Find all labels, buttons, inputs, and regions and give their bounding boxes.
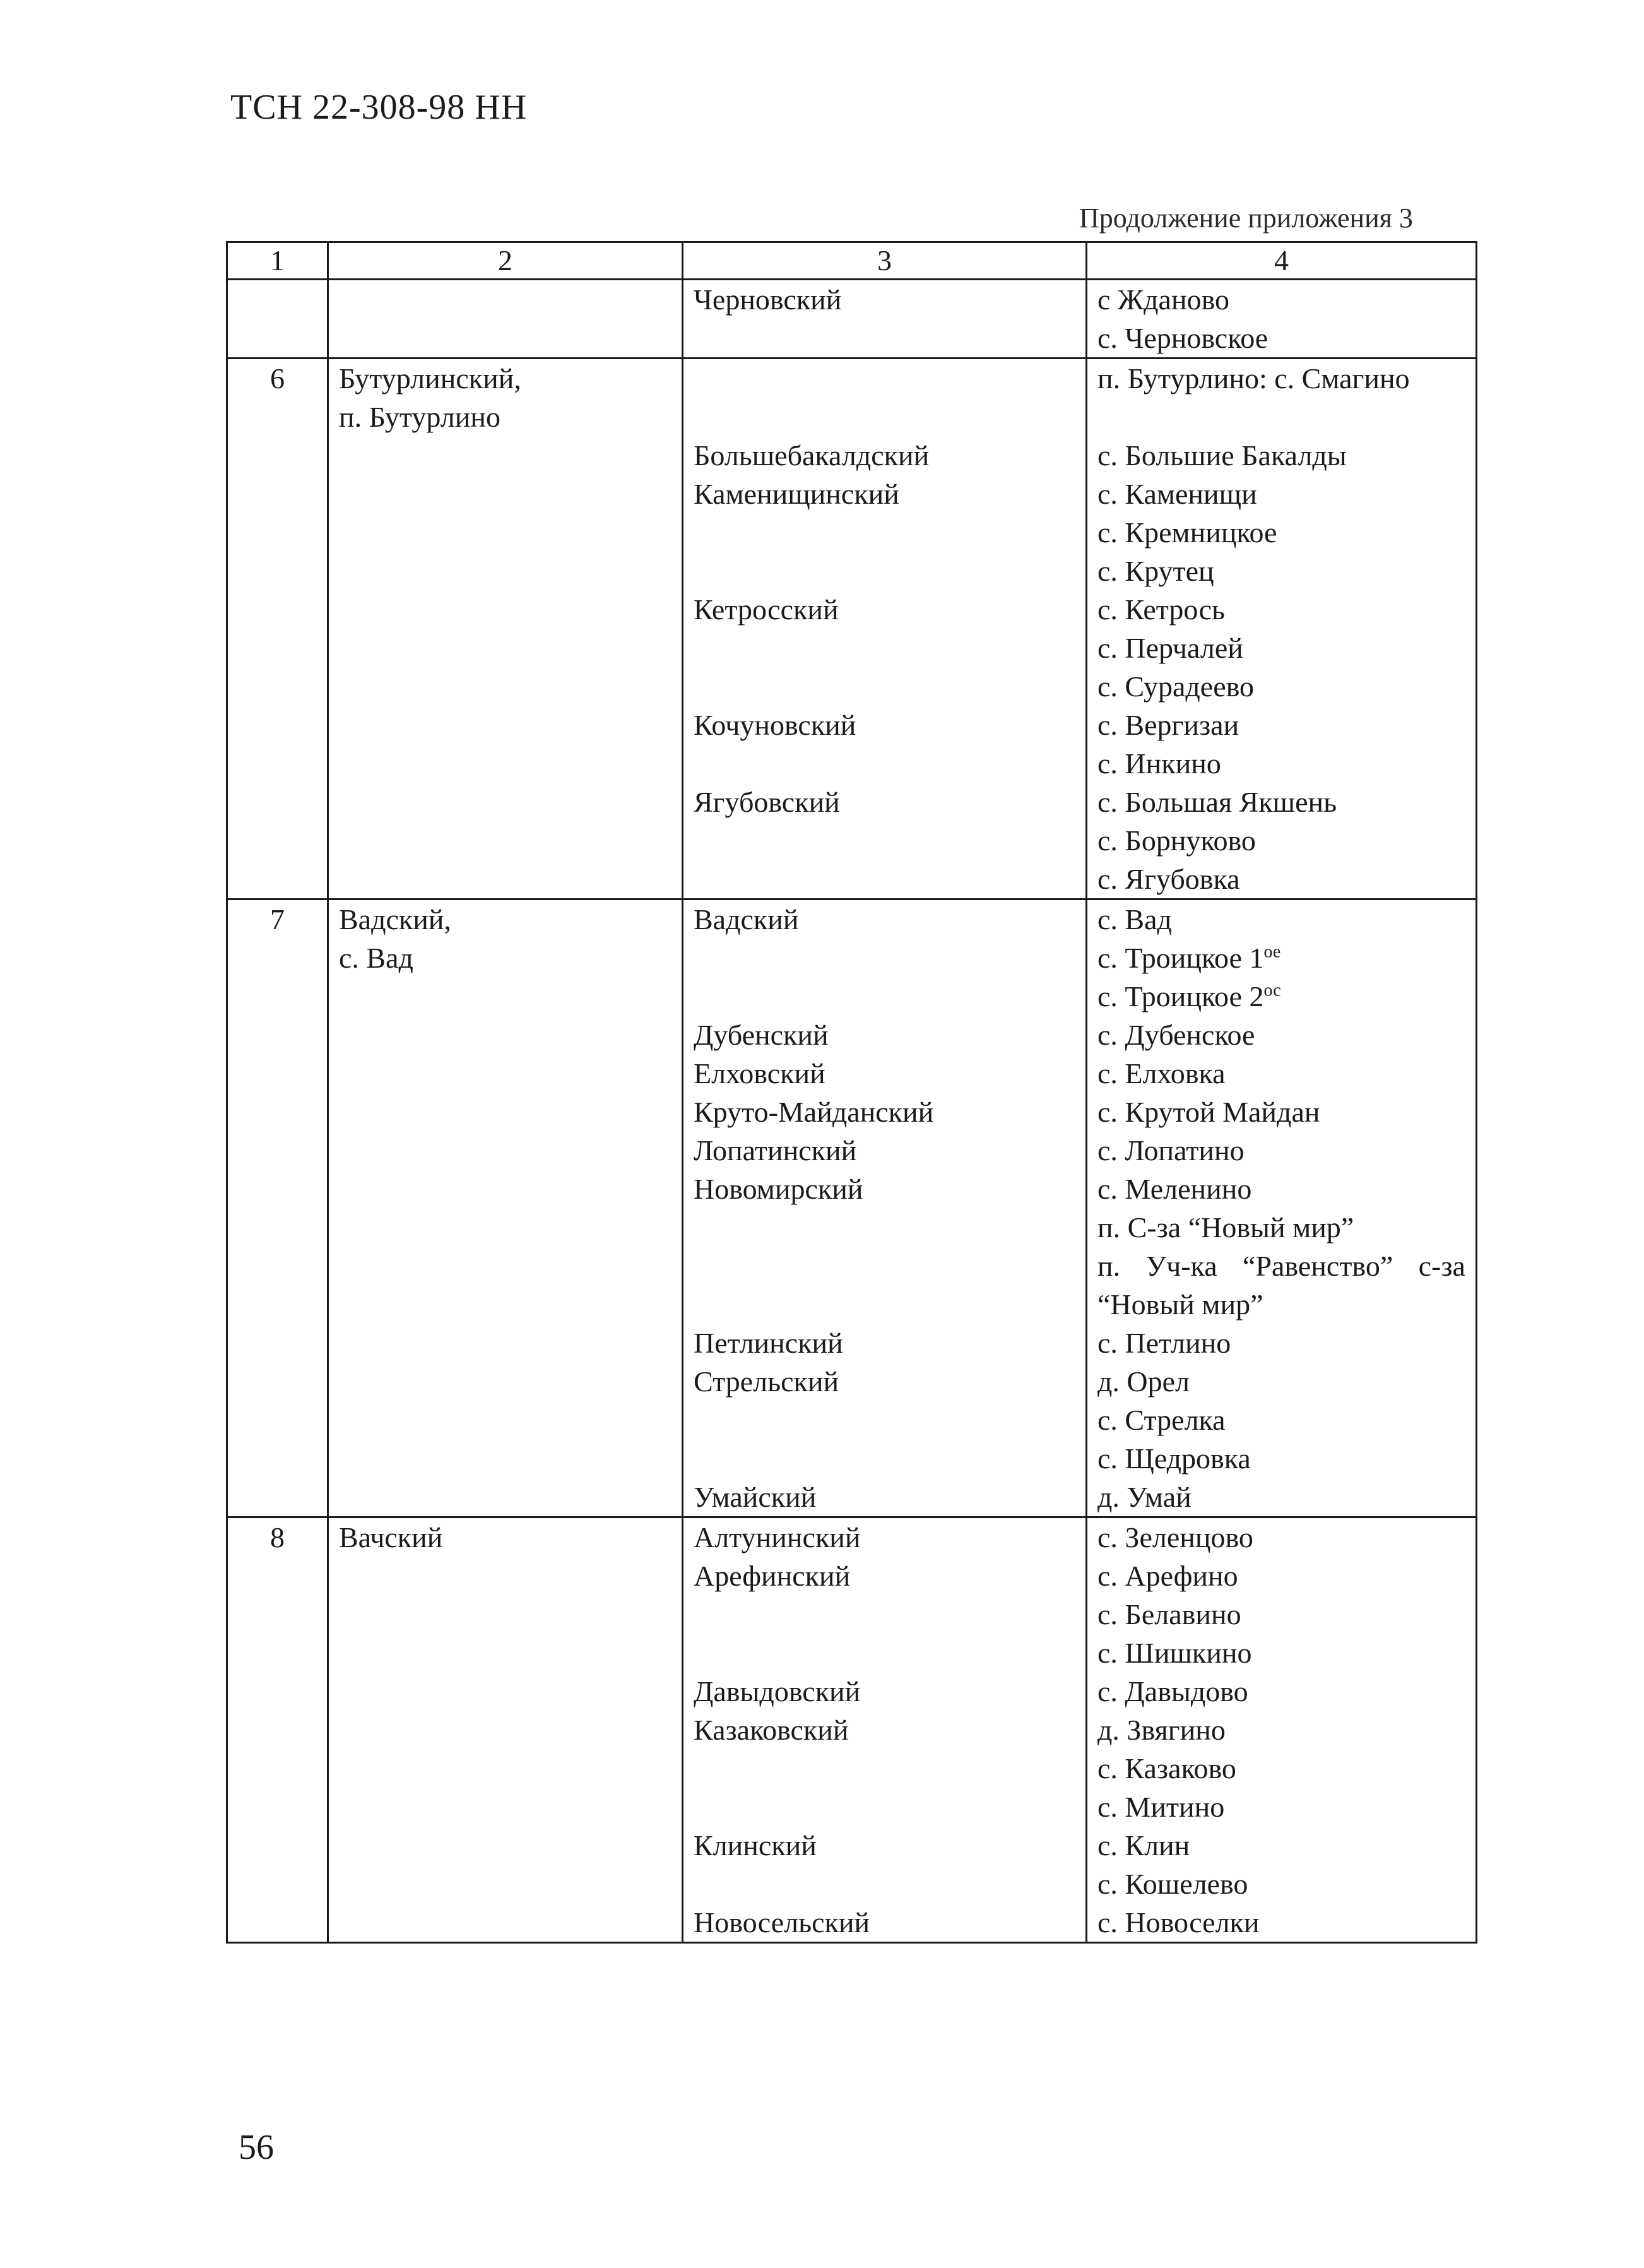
council-name: Каменищинский bbox=[694, 478, 899, 510]
district-cell bbox=[328, 1517, 683, 1943]
table-row bbox=[227, 280, 1477, 359]
row-number bbox=[228, 280, 327, 319]
settlement-name bbox=[1097, 513, 1465, 552]
settlement-text: д. Орел bbox=[1097, 1365, 1190, 1398]
council-name: Давыдовский bbox=[694, 1675, 861, 1707]
settlement-name bbox=[1097, 1518, 1465, 1557]
settlement-name bbox=[1097, 1401, 1465, 1439]
settlement-name bbox=[1097, 977, 1465, 1016]
council-name: Елховский bbox=[694, 1057, 825, 1089]
settlement-text: с. Перчалей bbox=[1097, 632, 1243, 664]
header-row bbox=[227, 242, 1477, 280]
council-name bbox=[694, 1788, 1075, 1826]
settlement-text: с. Новоселки bbox=[1097, 1906, 1260, 1938]
council-cell bbox=[683, 280, 1087, 359]
settlement-text: с. Кошелево bbox=[1097, 1868, 1248, 1900]
settlement-name bbox=[1097, 1711, 1465, 1749]
row-number-cell bbox=[227, 280, 328, 359]
ordinal-suffix: ос bbox=[1263, 980, 1281, 1000]
settlement-name bbox=[1097, 590, 1465, 629]
settlements-table bbox=[226, 241, 1477, 1944]
column-header-3: 3 bbox=[683, 242, 1087, 280]
settlement-text: с. Дубенское bbox=[1097, 1019, 1255, 1051]
row-number-cell bbox=[227, 899, 328, 1517]
settlements-table-container bbox=[226, 241, 1475, 1944]
settlement-name bbox=[1097, 1672, 1465, 1711]
table-body bbox=[227, 280, 1477, 1943]
settlement-text: с. Стрелка bbox=[1097, 1404, 1226, 1436]
page-number: 56 bbox=[239, 2128, 274, 2167]
district-line: п. Бутурлино bbox=[339, 401, 500, 433]
settlement-name bbox=[1097, 1208, 1465, 1247]
settlement-name bbox=[1097, 1634, 1465, 1672]
settlement-text: с. Елховка bbox=[1097, 1057, 1226, 1089]
settlement-text: с. Меленино bbox=[1097, 1173, 1252, 1205]
settlement-name bbox=[1097, 939, 1465, 977]
settlement-name bbox=[1097, 629, 1465, 667]
council-name bbox=[694, 513, 1075, 552]
council-name: Новомирский bbox=[694, 1173, 863, 1205]
settlement-name bbox=[1097, 359, 1465, 398]
settlement-text: с. Борнуково bbox=[1097, 824, 1256, 857]
settlement-text: с. Большие Бакалды bbox=[1097, 439, 1347, 472]
council-name bbox=[694, 1865, 1075, 1903]
settlement-name bbox=[1097, 667, 1465, 706]
district-line bbox=[339, 1557, 671, 1595]
council-name: Кетросский bbox=[694, 593, 839, 626]
settlement-text: с. Крутец bbox=[1097, 555, 1214, 587]
settlement-text: с. Каменищи bbox=[1097, 478, 1257, 510]
settlement-text: с. Клин bbox=[1097, 1829, 1190, 1861]
settlement-name bbox=[1097, 1170, 1465, 1208]
table-row bbox=[227, 899, 1477, 1517]
settlement-name bbox=[1097, 706, 1465, 744]
settlement-text: с. Лопатино bbox=[1097, 1134, 1245, 1167]
settlement-word: п. bbox=[1097, 1250, 1121, 1282]
settlement-name bbox=[1097, 860, 1465, 898]
row-number: 8 bbox=[270, 1521, 285, 1553]
council-name bbox=[694, 359, 1075, 398]
settlement-text: д. Звягино bbox=[1097, 1714, 1226, 1746]
row-number-cell bbox=[227, 1517, 328, 1943]
council-name bbox=[694, 1749, 1075, 1788]
council-name bbox=[694, 1634, 1075, 1672]
settlement-word: Уч-ка bbox=[1145, 1250, 1217, 1282]
settlement-cell bbox=[1087, 359, 1477, 899]
settlement-name bbox=[1097, 1247, 1465, 1285]
settlement-text: с. Черновское bbox=[1097, 322, 1268, 354]
council-name: Лопатинский bbox=[694, 1134, 857, 1167]
settlement-name bbox=[1097, 1788, 1465, 1826]
settlement-name bbox=[1097, 1595, 1465, 1634]
settlement-text: с. Шишкино bbox=[1097, 1637, 1252, 1669]
council-name bbox=[694, 1285, 1075, 1324]
continuation-caption: Продолжение приложения 3 bbox=[1079, 203, 1413, 234]
settlement-text: с. Давыдово bbox=[1097, 1675, 1248, 1707]
settlement-name bbox=[1097, 475, 1465, 513]
settlement-text: п. Бутурлино: с. Смагино bbox=[1097, 362, 1410, 395]
council-name bbox=[694, 744, 1075, 783]
council-name: Дубенский bbox=[694, 1019, 829, 1051]
row-number: 7 bbox=[270, 903, 285, 935]
settlement-name bbox=[1097, 1478, 1465, 1516]
settlement-name bbox=[1097, 1749, 1465, 1788]
district-line: с. Вад bbox=[339, 942, 413, 974]
settlement-text: п. С-за “Новый мир” bbox=[1097, 1211, 1354, 1244]
council-name: Казаковский bbox=[694, 1714, 849, 1746]
settlement-word: “Равенство” bbox=[1243, 1250, 1393, 1282]
settlement-name bbox=[1097, 783, 1465, 821]
column-header-1: 1 bbox=[227, 242, 328, 280]
settlement-name bbox=[1097, 1324, 1465, 1362]
settlement-text: с. Крутой Майдан bbox=[1097, 1096, 1320, 1128]
settlement-name bbox=[1097, 398, 1465, 436]
district-cell bbox=[328, 899, 683, 1517]
settlement-name bbox=[1097, 900, 1465, 939]
district-cell bbox=[328, 359, 683, 899]
settlement-name bbox=[1097, 1093, 1465, 1131]
settlement-text: д. Умай bbox=[1097, 1481, 1192, 1513]
settlement-text: с. Зеленцово bbox=[1097, 1521, 1253, 1553]
settlement-cell bbox=[1087, 1517, 1477, 1943]
council-name: Большебакалдский bbox=[694, 439, 930, 472]
row-number: 6 bbox=[270, 362, 285, 395]
settlement-name bbox=[1097, 280, 1465, 319]
document-code: ТСН 22-308-98 НН bbox=[230, 88, 528, 127]
council-name: Круто-Майданский bbox=[694, 1096, 934, 1128]
settlement-name bbox=[1097, 319, 1465, 357]
settlement-name bbox=[1097, 436, 1465, 475]
ordinal-suffix: ое bbox=[1263, 942, 1281, 962]
table-row bbox=[227, 1517, 1477, 1943]
settlement-word: с-за bbox=[1418, 1250, 1465, 1282]
settlement-name bbox=[1097, 1865, 1465, 1903]
settlement-name bbox=[1097, 1557, 1465, 1595]
settlement-text: с. Митино bbox=[1097, 1791, 1225, 1823]
council-name: Арефинский bbox=[694, 1560, 851, 1592]
council-name: Петлинский bbox=[694, 1327, 843, 1359]
council-name bbox=[694, 1247, 1075, 1285]
council-name: Кочуновский bbox=[694, 709, 856, 741]
settlement-text: с Жданово bbox=[1097, 283, 1229, 316]
council-name bbox=[694, 1595, 1075, 1634]
council-name bbox=[694, 977, 1075, 1016]
column-header-2: 2 bbox=[328, 242, 683, 280]
settlement-text: с. Троицкое 1 bbox=[1097, 942, 1264, 974]
council-name bbox=[694, 552, 1075, 590]
settlement-text: с. Петлино bbox=[1097, 1327, 1231, 1359]
settlement-cell bbox=[1087, 280, 1477, 359]
settlement-name bbox=[1097, 1903, 1465, 1942]
table-row bbox=[227, 359, 1477, 899]
settlement-name bbox=[1097, 1054, 1465, 1093]
district-line: Вадский, bbox=[339, 903, 452, 935]
council-name: Ягубовский bbox=[694, 786, 840, 818]
settlement-text: с. Кетрось bbox=[1097, 593, 1225, 626]
settlement-text: с. Вад bbox=[1097, 903, 1172, 935]
district-cell bbox=[328, 280, 683, 359]
column-header-4: 4 bbox=[1087, 242, 1477, 280]
settlement-text: с. Кремницкое bbox=[1097, 516, 1277, 549]
settlement-text: с. Троицкое 2 bbox=[1097, 980, 1264, 1012]
settlement-name bbox=[1097, 1285, 1465, 1324]
council-name bbox=[694, 821, 1075, 860]
council-name bbox=[694, 1401, 1075, 1439]
settlement-text: с. Ягубовка bbox=[1097, 863, 1240, 895]
district-line: Бутурлинский, bbox=[339, 362, 521, 395]
settlement-name bbox=[1097, 744, 1465, 783]
settlement-text: с. Щедровка bbox=[1097, 1442, 1251, 1475]
settlement-name bbox=[1097, 1362, 1465, 1401]
council-cell bbox=[683, 899, 1087, 1517]
council-name: Алтунинский bbox=[694, 1521, 861, 1553]
council-name bbox=[694, 319, 1075, 357]
council-cell bbox=[683, 1517, 1087, 1943]
council-name bbox=[694, 667, 1075, 706]
row-number-cell bbox=[227, 359, 328, 899]
settlement-name bbox=[1097, 1131, 1465, 1170]
settlement-text: “Новый мир” bbox=[1097, 1288, 1263, 1321]
council-name bbox=[694, 860, 1075, 898]
settlement-name bbox=[1097, 821, 1465, 860]
council-name bbox=[694, 1439, 1075, 1478]
settlement-text: с. Белавино bbox=[1097, 1598, 1241, 1630]
settlement-name bbox=[1097, 1016, 1465, 1054]
district-line bbox=[339, 319, 671, 357]
settlement-text: с. Казаково bbox=[1097, 1752, 1236, 1784]
settlement-text: с. Арефино bbox=[1097, 1560, 1238, 1592]
settlement-name bbox=[1097, 1439, 1465, 1478]
council-name bbox=[694, 1208, 1075, 1247]
district-line bbox=[339, 280, 671, 319]
council-name bbox=[694, 398, 1075, 436]
council-name bbox=[694, 629, 1075, 667]
council-name: Черновский bbox=[694, 283, 842, 316]
settlement-text: с. Инкино bbox=[1097, 747, 1221, 780]
council-name: Умайский bbox=[694, 1481, 817, 1513]
settlement-name bbox=[1097, 1826, 1465, 1865]
table-header bbox=[227, 242, 1477, 280]
settlement-name bbox=[1097, 552, 1465, 590]
council-name: Новосельский bbox=[694, 1906, 870, 1938]
council-name: Вадский bbox=[694, 903, 799, 935]
settlement-cell bbox=[1087, 899, 1477, 1517]
settlement-text: с. Сурадеево bbox=[1097, 670, 1255, 703]
settlement-text: с. Вергизаи bbox=[1097, 709, 1239, 741]
council-cell bbox=[683, 359, 1087, 899]
council-name: Стрельский bbox=[694, 1365, 839, 1398]
council-name: Клинский bbox=[694, 1829, 817, 1861]
council-name bbox=[694, 939, 1075, 977]
settlement-text: с. Большая Якшень bbox=[1097, 786, 1337, 818]
district-line: Вачский bbox=[339, 1521, 443, 1553]
